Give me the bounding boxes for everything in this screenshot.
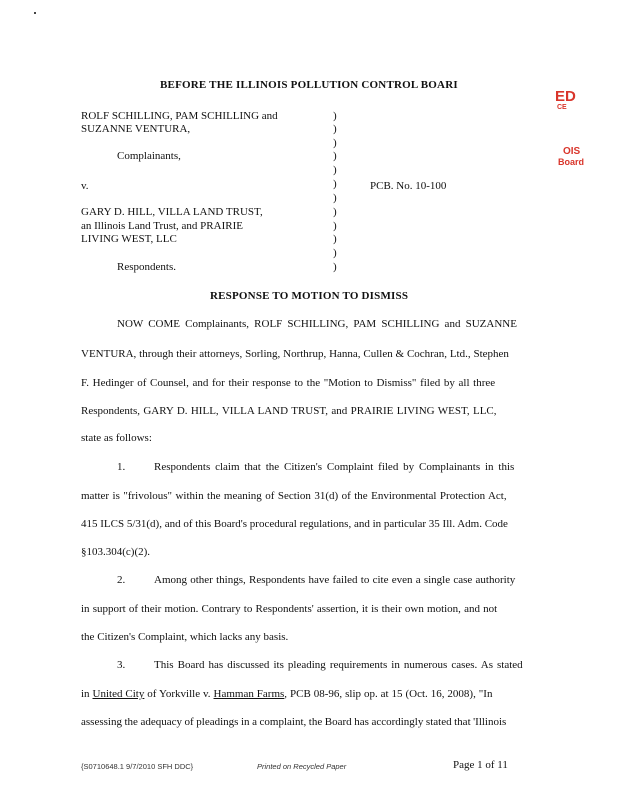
case-citation-united-city: United City bbox=[92, 688, 145, 700]
para-2-line-3: the Citizen's Complaint, which lacks any basis. bbox=[81, 631, 289, 643]
respondents-name-line-2: an Illinois Land Trust, and PRAIRIE bbox=[81, 220, 243, 232]
case-number: PCB. No. 10-100 bbox=[370, 180, 447, 192]
board-title: BEFORE THE ILLINOIS POLLUTION CONTROL BOARI bbox=[160, 79, 458, 91]
intro-line-2: VENTURA, through their attorneys, Sorling, Northrup, Hanna, Cullen & Cochran, Ltd., Stephen bbox=[81, 348, 509, 360]
complainants-name-line-1: ROLF SCHILLING, PAM SCHILLING and bbox=[81, 110, 278, 122]
respondents-role: Respondents. bbox=[117, 261, 176, 273]
caption-paren: ) bbox=[333, 192, 337, 204]
para-2-number: 2. bbox=[117, 574, 126, 586]
caption-paren: ) bbox=[333, 150, 337, 162]
document-title: RESPONSE TO MOTION TO DISMISS bbox=[210, 290, 409, 302]
page-number: Page 1 of 11 bbox=[453, 759, 508, 771]
para-3-number: 3. bbox=[117, 659, 126, 671]
intro-line-3: F. Hedinger of Counsel, and for their response to the "Motion to Dismiss" filed by all three bbox=[81, 377, 496, 389]
caption-paren: ) bbox=[333, 206, 337, 218]
caption-paren: ) bbox=[333, 261, 337, 273]
versus: v. bbox=[81, 180, 89, 192]
caption-paren: ) bbox=[333, 123, 337, 135]
intro-line-4: Respondents, GARY D. HILL, VILLA LAND TRUST, and PRAIRIE LIVING WEST, LLC, bbox=[81, 405, 497, 417]
para-3-line-3: assessing the adequacy of pleadings in a complaint, the Board has accordingly stated that 'Illinois bbox=[81, 716, 507, 728]
filed-stamp-top-sub: CE bbox=[557, 104, 567, 111]
para-1-number: 1. bbox=[117, 461, 126, 473]
caption-paren: ) bbox=[333, 233, 337, 245]
footer-recycled-note: Printed on Recycled Paper bbox=[257, 762, 347, 771]
intro-line-1: NOW COME Complainants, ROLF SCHILLING, PAM SCHILLING and SUZANNE bbox=[117, 318, 517, 330]
para-2-line-2: in support of their motion. Contrary to Respondents' assertion, it is their own motion, and not bbox=[81, 603, 498, 615]
para-3-line-1: This Board has discussed its pleading requirements in numerous cases. As stated bbox=[154, 659, 523, 671]
para-3-line-2-post: , PCB 08-96, slip op. at 15 (Oct. 16, 2008), "In bbox=[284, 688, 493, 700]
para-1-line-3: 415 ILCS 5/31(d), and of this Board's procedural regulations, and in particular 35 Ill. Adm. Code bbox=[81, 518, 508, 530]
filed-stamp-bottom: OIS bbox=[563, 146, 581, 157]
para-1-line-4: §103.304(c)(2). bbox=[81, 546, 151, 558]
intro-line-5: state as follows: bbox=[81, 432, 152, 444]
caption-paren: ) bbox=[333, 164, 337, 176]
para-3-line-2 bbox=[81, 688, 492, 700]
respondents-name-line-1: GARY D. HILL, VILLA LAND TRUST, bbox=[81, 206, 263, 218]
caption-paren: ) bbox=[333, 220, 337, 232]
filed-stamp-top: ED bbox=[555, 90, 576, 104]
footer-doc-id: {S0710648.1 9/7/2010 SFH DDC} bbox=[81, 762, 194, 771]
para-1-line-1: Respondents claim that the Citizen's Complaint filed by Complainants in this bbox=[154, 461, 515, 473]
complainants-role: Complainants, bbox=[117, 150, 181, 162]
scan-speck bbox=[34, 12, 36, 14]
caption-paren: ) bbox=[333, 137, 337, 149]
case-citation-hamman-farms: Hamman Farms bbox=[213, 688, 285, 700]
para-3-line-2-pre: in bbox=[81, 688, 93, 700]
complainants-name-line-2: SUZANNE VENTURA, bbox=[81, 123, 191, 135]
caption-paren: ) bbox=[333, 110, 337, 122]
filed-stamp-bottom-sub: Board bbox=[558, 157, 585, 167]
respondents-name-line-3: LIVING WEST, LLC bbox=[81, 233, 177, 245]
para-2-line-1: Among other things, Respondents have failed to cite even a single case authority bbox=[154, 574, 516, 586]
para-1-line-2: matter is "frivolous" within the meaning of Section 31(d) of the Environmental Protection Act, bbox=[81, 490, 507, 502]
caption-paren: ) bbox=[333, 178, 337, 190]
caption-paren: ) bbox=[333, 247, 337, 259]
para-3-line-2-mid: of Yorkville v. bbox=[144, 688, 214, 700]
